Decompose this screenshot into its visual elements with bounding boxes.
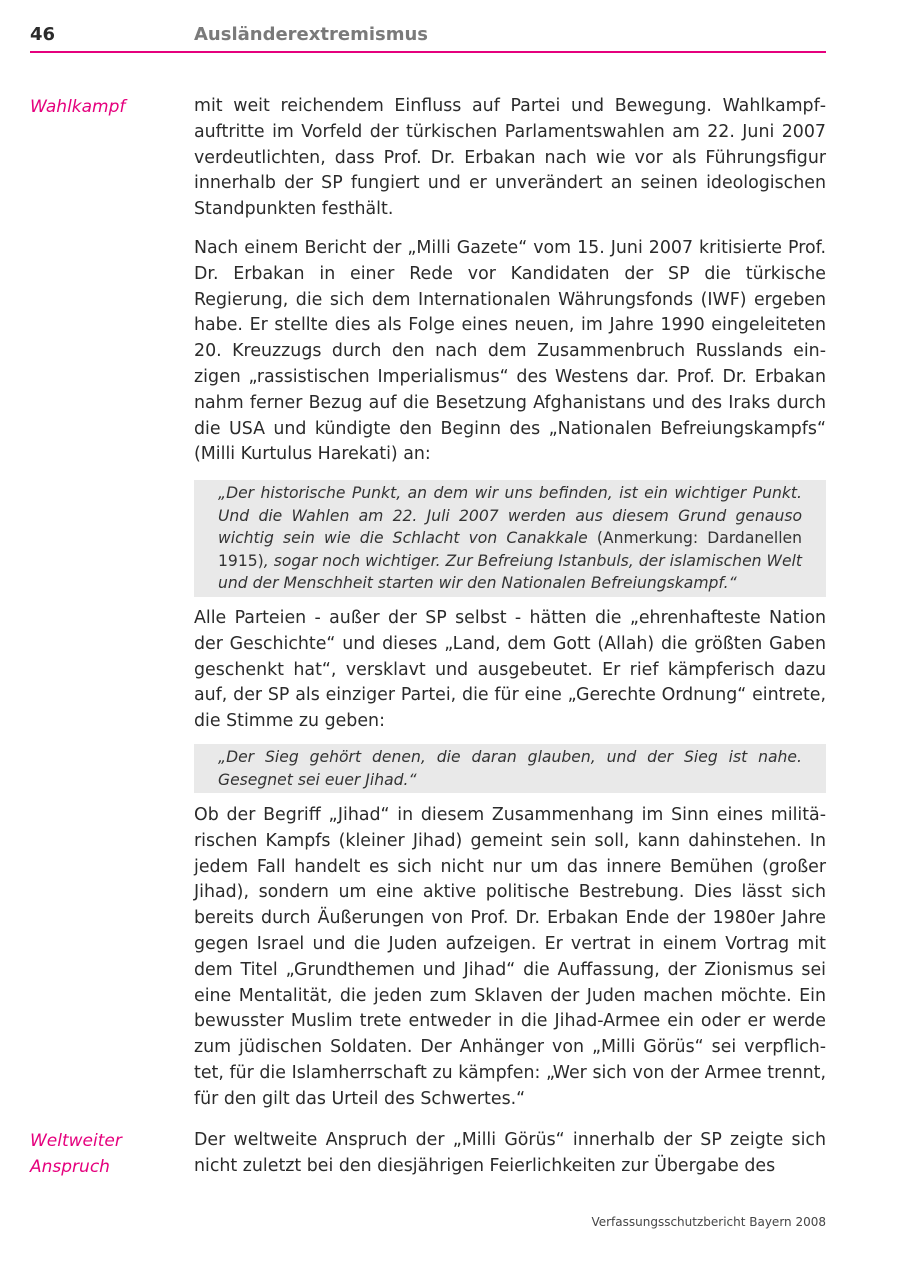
- paragraph-4: Ob der Begriff „Jihad“ in diesem Zusammenhang im Sinn eines militärischen Kampfs (kleiner Jihad) gemeint sein soll, kann dahinstehen. In jedem Fall handelt es sich nicht nur um das innere Bemühen (großer Jihad), sondern um eine aktive politische Bestrebung. Dies lässt sich bereits durch Äußerungen von Prof. Dr. Erbakan Ende der 1980er Jahre gegen Israel und die Juden aufzeigen. Er vertrat in einem Vortrag mit dem Titel „Grundthemen und Jihad“ die Auffassung, der Zionismus sei eine Mentalität, die jeden zum Sklaven der Juden machen möchte. Ein bewusster Muslim trete entweder in die Jihad-Armee ein oder er werde zum jüdischen Soldaten. Der Anhänger von „Milli Görüs“ sei verpflichtet, für die Islamherrschaft zu kämpfen: „Wer sich von der Armee trennt, für den gilt das Urteil des Schwertes.“: [194, 805, 826, 1109]
- blockquote-2: „Der Sieg gehört denen, die daran glauben, und der Sieg ist nahe. Gesegnet sei euer Jihad.“: [194, 744, 826, 793]
- blockquote-1: [194, 480, 826, 597]
- margin-note-weltweiter-anspruch: [30, 1128, 122, 1180]
- quote-annotation: (Anmerkung: Dardanellen 1915): [218, 529, 803, 570]
- page-footer: Verfassungsschutzbericht Bayern 2008: [591, 1215, 826, 1229]
- paragraph-2: Nach einem Bericht der „Milli Gazete“ vom 15. Juni 2007 kritisierte Prof. Dr. Erbakan in einer Rede vor Kandidaten der SP die türkische Regierung, die sich dem Internationalen Währungsfonds (IWF) ergeben habe. Er stellte dies als Folge eines neuen, im Jahre 1990 eingeleiteten 20. Kreuzzugs durch den nach dem Zusammenbruch Russlands einzigen „rassistischen Imperialismus“ des Westens dar. Prof. Dr. Erbakan nahm ferner Bezug auf die Besetzung Afghanistans und des Iraks durch die USA und kündigte den Beginn des „Nationalen Befreiungskampfs“ (Milli Kurtulus Harekati) an:: [194, 238, 826, 465]
- quote-text: „Der historische Punkt, an dem wir uns befinden, ist ein wichtiger Punkt. Und die Wahlen am 22. Juli 2007 werden aus diesem Grund genauso wichtig sein wie die Schlacht von Canakkale: [218, 484, 802, 548]
- paragraph-1: mit weit reichendem Einfluss auf Partei und Bewegung. Wahlkampfauftritte im Vorfeld der türkischen Parlamentswahlen am 22. Juni 2007 verdeutlichten, dass Prof. Dr. Erbakan nach wie vor als Führungsfigur innerhalb der SP fungiert und er unverändert an seinen ideologischen Standpunkten festhält.: [194, 96, 826, 220]
- quote-text: , sogar noch wichtiger. Zur Befreiung Istanbuls, der islamischen Welt und der Menschheit starten wir den Nationalen Befreiungskampf.“: [218, 551, 802, 593]
- header-rule: [30, 51, 826, 53]
- page-number: 46: [30, 24, 56, 45]
- paragraph-3: Alle Parteien - außer der SP selbst - hätten die „ehrenhafteste Nation der Geschichte“ und dieses „Land, dem Gott (Allah) die größten Gaben geschenkt hat“, versklavt und ausgebeutet. Er rief kämpferisch dazu auf, der SP als einziger Partei, die für eine „Gerechte Ordnung“ eintrete, die Stimme zu geben:: [194, 608, 826, 732]
- running-title: Ausländerextremismus: [194, 24, 428, 45]
- margin-note-line: Anspruch: [30, 1157, 110, 1177]
- margin-note-wahlkampf: Wahlkampf: [30, 97, 126, 117]
- page-header: [30, 24, 826, 52]
- paragraph-5: Der weltweite Anspruch der „Milli Görüs“ innerhalb der SP zeigte sich nicht zuletzt bei den diesjährigen Feierlichkeiten zur Übergabe des: [194, 1130, 826, 1176]
- margin-note-line: Weltweiter: [30, 1131, 122, 1151]
